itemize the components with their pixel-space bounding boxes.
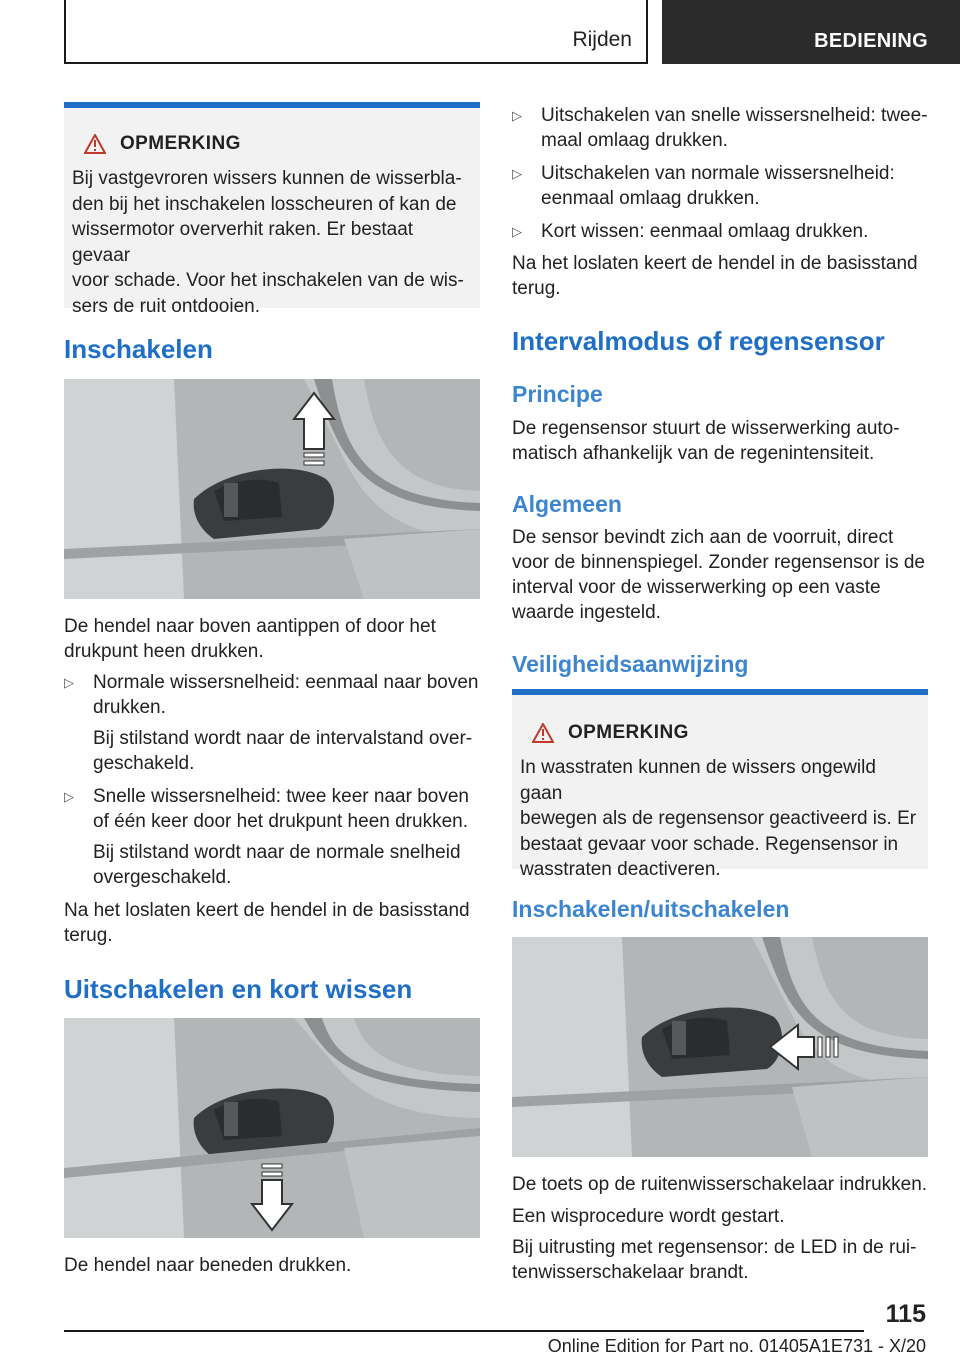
caption-led [512,1235,928,1285]
list-item-text: Kort wissen: eenmaal omlaag drukken. [541,221,869,242]
warning-note-text [72,166,474,319]
footer-divider [64,1330,864,1332]
text-line: Bij stilstand wordt naar de normale snelheid [93,842,461,863]
text-line: wissermotor oververhit raken. Er bestaat gevaar [72,219,414,266]
paragraph-return [512,251,928,301]
text-line: Uitschakelen van normale wissersnelheid: [541,163,895,184]
text-line: matisch afhankelijk van de regenintensiteit. [512,443,875,464]
heading-inschakelen: Inschakelen [64,334,213,364]
text-line: Bij stilstand wordt naar de intervalstand over- [93,728,473,749]
text-line: wasstraten deactiveren. [520,859,721,880]
heading-inschakelen-uitschakelen: Inschakelen/uitschakelen [512,896,790,922]
text-line: maal omlaag drukken. [541,130,728,151]
text-line: De hendel naar boven aantippen of door het [64,616,436,637]
paragraph-return [64,898,480,948]
figure-button-press [512,937,928,1157]
text-line: waarde ingesteld. [512,602,661,623]
heading-veiligheid: Veiligheidsaanwijzing [512,651,749,677]
text-line: terug. [64,925,113,946]
text-line: bewegen als de regensensor geactiveerd is. Er [520,808,917,829]
text-line: voor schade. Voor het inschakelen van de wis- [72,270,464,291]
header-chapter-box [662,0,960,64]
text-line: tenwisserschakelaar brandt. [512,1262,749,1283]
list-item [64,670,480,720]
figure-lever-down [64,1018,480,1238]
heading-principe: Principe [512,381,603,407]
caption-wisprocedure: Een wisprocedure wordt gestart. [512,1206,785,1227]
warning-note-title: OPMERKING [568,722,689,743]
caption-uitschakelen: De hendel naar beneden drukken. [64,1255,352,1276]
heading-algemeen: Algemeen [512,491,622,517]
text-line: Bij uitrusting met regensensor: de LED in de rui- [512,1237,917,1258]
text-line: drukpunt heen drukken. [64,641,264,662]
warning-note-header [532,721,689,745]
text-line: overgeschakeld. [93,867,232,888]
header-section-title: Rijden [572,28,632,51]
list-item-subtext [93,840,480,890]
caption-inschakelen [64,614,480,664]
warning-triangle-icon [532,723,554,743]
list-item [64,784,480,834]
text-line: bestaat gevaar voor schade. Regensensor in [520,833,899,855]
warning-triangle-icon [84,134,106,154]
text-line: De regensensor stuurt de wisserwerking auto- [512,418,900,439]
text-line: terug. [512,278,561,299]
text-line: geschakeld. [93,753,195,774]
text-line: De sensor bevindt zich aan de voorruit, direct [512,527,894,548]
text-line: den bij het inschakelen losscheuren of kan de [72,193,457,215]
text-line: Bij vastgevroren wissers kunnen de wisserbla- [72,168,462,189]
heading-uitschakelen: Uitschakelen en kort wissen [64,974,413,1004]
text-line: interval voor de wisserwerking op een vaste [512,577,881,598]
text-line: Na het loslaten keert de hendel in de basisstand [64,900,470,921]
footer-edition: Online Edition for Part no. 01405A1E731 - X/20 [547,1336,926,1356]
bullet-triangle-icon: ▷ [512,108,522,123]
text-line: drukken. [93,697,166,718]
text-line: voor de binnenspiegel. Zonder regensensor is de [512,552,925,573]
bullet-triangle-icon: ▷ [512,166,522,181]
text-line: Snelle wissersnelheid: twee keer naar boven [93,786,469,807]
paragraph-algemeen [512,525,932,625]
warning-note-title: OPMERKING [120,133,241,154]
caption-toets: De toets op de ruitenwisserschakelaar indrukken. [512,1174,928,1195]
header-chapter-title: BEDIENING [814,30,928,52]
text-line: sers de ruit ontdooien. [72,295,261,317]
warning-note-header [84,132,241,156]
text-line: of één keer door het drukpunt heen drukken. [93,811,468,832]
header-section-box [64,0,648,64]
bullet-triangle-icon: ▷ [64,789,74,804]
list-item [512,103,928,153]
warning-note [512,689,928,880]
list-item [512,219,928,244]
warning-note-text [520,755,922,883]
text-line: Uitschakelen van snelle wissersnelheid: twee- [541,105,928,126]
figure-lever-up [64,379,480,599]
list-item [512,161,928,211]
heading-intervalmodus: Intervalmodus of regensensor [512,326,885,356]
warning-note [64,102,480,317]
text-line: Normale wissersnelheid: eenmaal naar boven [93,672,479,693]
list-item-subtext [93,726,480,776]
bullet-triangle-icon: ▷ [64,675,74,690]
paragraph-principe [512,416,928,466]
page-number: 115 [885,1300,926,1328]
bullet-triangle-icon: ▷ [512,224,522,239]
text-line: Na het loslaten keert de hendel in de basisstand [512,253,918,274]
text-line: In wasstraten kunnen de wissers ongewild gaan [520,757,876,804]
text-line: eenmaal omlaag drukken. [541,188,760,209]
